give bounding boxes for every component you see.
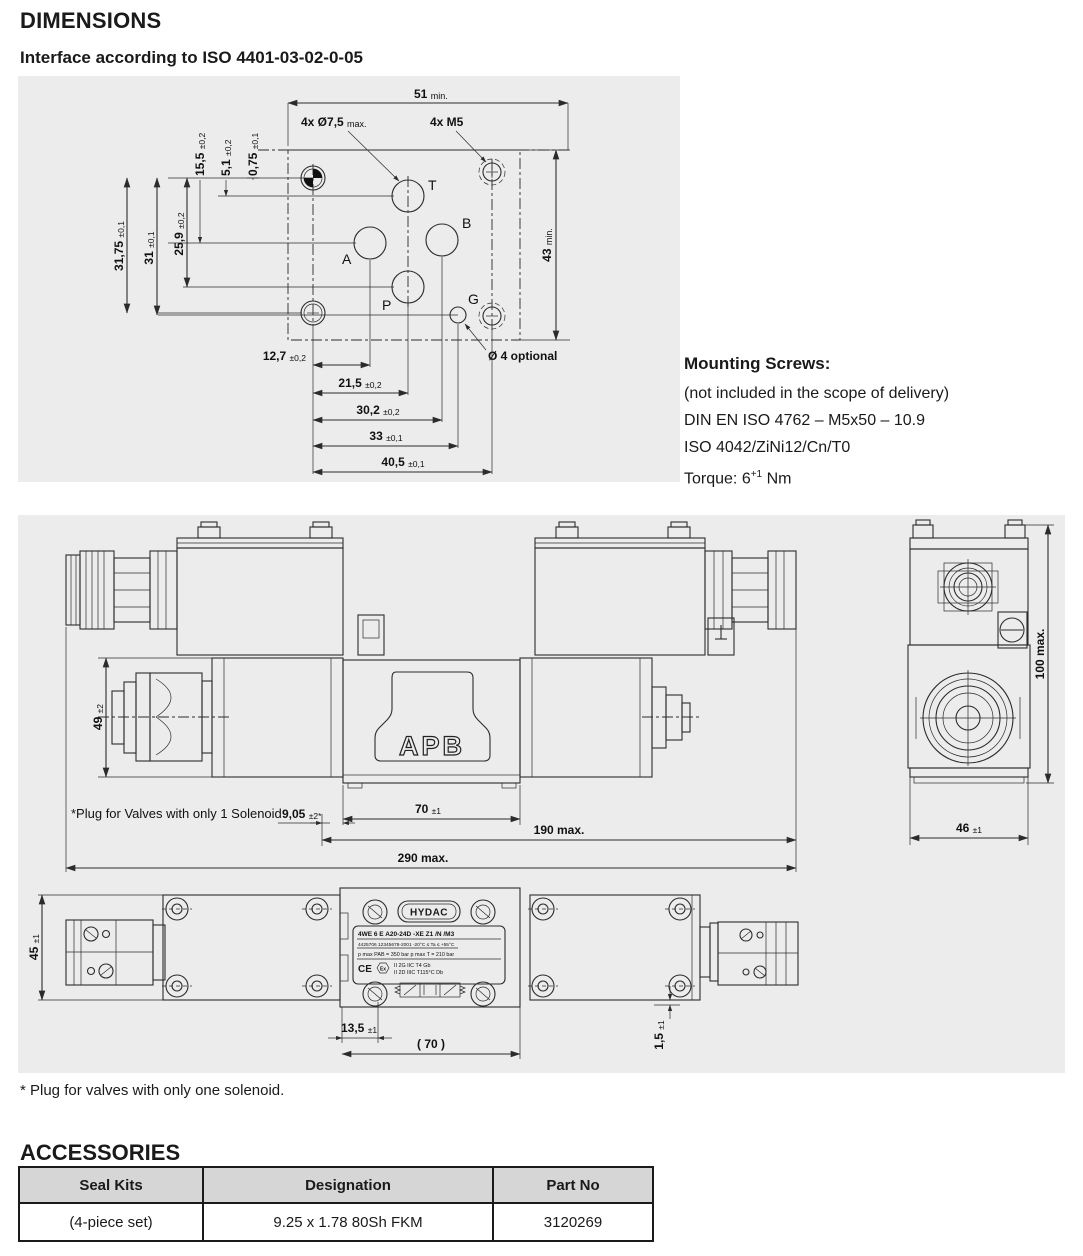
mounting-screw (665, 975, 695, 997)
mounting-screws-line3: ISO 4042/ZiNi12/Cn/T0 (684, 439, 851, 456)
left-coil-nut (98, 673, 230, 761)
bottom-right-connector (700, 922, 798, 985)
svg-text:4x Ø7,5 max.: 4x Ø7,5 max. (301, 115, 367, 129)
section-subtitle: Interface according to ISO 4401-03-02-0-05 (20, 48, 363, 67)
valve-body (343, 660, 520, 788)
right-solenoid (520, 658, 652, 777)
dim-45 (27, 895, 163, 1000)
nameplate (353, 926, 505, 984)
manual-override (642, 687, 702, 748)
cell-designation: 9.25 x 1.78 80Sh FKM (203, 1203, 493, 1241)
nameplate-model: 4WE 6 E A20-24D -XE Z1 /N /M3 (358, 931, 455, 938)
dim-bottom-chain (263, 257, 492, 474)
svg-text:31 ±0,1: 31 ±0,1 (142, 231, 156, 265)
dim-46 (910, 777, 1028, 845)
left-solenoid (212, 658, 343, 777)
port-B-hole (426, 224, 458, 256)
nameplate-screw (363, 900, 387, 924)
bottom-center-section (340, 888, 520, 1007)
mounting-screws-line2: DIN EN ISO 4762 – M5x50 – 10.9 (684, 412, 926, 429)
svg-text:5,1 ±0,2: 5,1 ±0,2 (219, 139, 233, 176)
mounting-screw (162, 975, 192, 997)
cell-part-no: 3120269 (493, 1203, 653, 1241)
dim-49 (91, 658, 212, 777)
svg-text:45 ±1: 45 ±1 (27, 933, 41, 961)
col-header-seal-kits: Seal Kits (19, 1167, 203, 1203)
svg-text:40,5 ±0,1: 40,5 ±0,1 (381, 455, 425, 469)
svg-text:33 ±0,1: 33 ±0,1 (369, 429, 403, 443)
left-cable-gland (66, 551, 177, 629)
port-B-label: B (462, 215, 472, 231)
port-G-label: G (468, 291, 479, 307)
side-view (908, 520, 1054, 845)
bottom-view (27, 888, 798, 1059)
callout-d4-optional (465, 324, 557, 363)
bottom-left-block (162, 895, 340, 1000)
mounting-screws-block (684, 350, 1074, 492)
mounting-screws-torque: Torque: $6^{+1}$ Nm (684, 469, 792, 488)
port-A-hole (354, 227, 386, 259)
mounting-screw (302, 898, 332, 920)
nameplate-pressure: p max PAB = 350 bar p max T = 210 bar (358, 952, 455, 958)
svg-text:43 min.: 43 min. (540, 228, 554, 262)
mounting-screws-title: Mounting Screws: (684, 354, 831, 373)
m5-hole-top-right (479, 159, 505, 185)
svg-text:100 max.: 100 max. (1033, 628, 1047, 680)
svg-text:1,5 ±1: 1,5 ±1 (652, 1020, 666, 1050)
port-P-label: P (382, 297, 392, 313)
dim-43-min (520, 150, 570, 340)
svg-text:49 ±2: 49 ±2 (91, 703, 105, 731)
dim-15 (652, 986, 680, 1050)
front-view (66, 522, 796, 872)
svg-text:51 min.: 51 min. (414, 87, 448, 101)
atex-line1: II 2G IIC T4 Gb (394, 963, 431, 969)
interface-drawing-panel (18, 76, 680, 482)
svg-text:0,75 ±0,1: 0,75 ±0,1 (246, 132, 260, 176)
svg-text:15,5 ±0,2: 15,5 ±0,2 (193, 132, 207, 176)
svg-text:4x M5: 4x M5 (430, 115, 464, 129)
end-connector (938, 559, 998, 615)
plug-footnote: * Plug for valves with only one solenoid. (20, 1082, 285, 1099)
ex-mark (377, 963, 389, 973)
plug-note (71, 806, 355, 846)
slotted-screw (998, 612, 1027, 648)
svg-text:21,5 ±0,2: 21,5 ±0,2 (338, 376, 382, 390)
svg-text:30,2 ±0,2: 30,2 ±0,2 (356, 403, 400, 417)
svg-text:70 ±1: 70 ±1 (414, 802, 442, 816)
table-row (19, 1203, 653, 1241)
datum-hole (301, 166, 325, 190)
svg-text:31,75 ±0,1: 31,75 ±0,1 (112, 221, 126, 271)
cell-seal-kit: (4-piece set) (19, 1203, 203, 1241)
svg-text:APB: APB (398, 731, 466, 761)
page-title: DIMENSIONS (20, 8, 162, 33)
valve-drawing-panel (18, 515, 1065, 1073)
svg-text:9,05 ±2*: 9,05 ±2* (282, 807, 322, 821)
svg-text:12,7 ±0,2: 12,7 ±0,2 (262, 349, 306, 363)
svg-text:46 ±1: 46 ±1 (955, 821, 983, 835)
dim-135 (328, 1002, 392, 1043)
dim-190 (322, 627, 796, 872)
mounting-screw (528, 975, 558, 997)
port-A-label: A (342, 251, 352, 267)
valve-schematic-symbol (395, 983, 465, 997)
dim-70 (343, 785, 520, 825)
right-junction-box (535, 522, 705, 655)
ce-mark: CE (358, 964, 372, 975)
m5-hole-bottom-right (479, 303, 505, 329)
dim-100 (1025, 525, 1054, 783)
bottom-right-block (528, 895, 700, 1000)
atex-line2: II 2D IIIC T115°C Db (394, 970, 443, 976)
mounting-screw (162, 898, 192, 920)
svg-text:290 max.: 290 max. (397, 851, 449, 865)
svg-text:Ex: Ex (379, 966, 387, 973)
svg-text:HYDAC: HYDAC (409, 907, 449, 919)
valve-drawing (18, 515, 1065, 1073)
col-header-designation: Designation (203, 1167, 493, 1203)
bottom-left-connector (66, 920, 165, 985)
svg-text:190 max.: 190 max. (533, 823, 585, 837)
dim-left-heights (112, 178, 458, 315)
callout-4x-m5 (430, 115, 486, 162)
apb-logo (375, 672, 490, 761)
nameplate-screw (471, 900, 495, 924)
right-bracket (708, 618, 734, 655)
svg-text:25,9 ±0,2: 25,9 ±0,2 (172, 212, 186, 256)
dim-col-offsets (193, 133, 260, 243)
col-header-part-no: Part No (493, 1167, 653, 1203)
left-junction-box (177, 522, 343, 655)
nameplate-screw (363, 982, 387, 1006)
svg-text:( 70 ): ( 70 ) (416, 1037, 446, 1051)
svg-text:13,5 ±1: 13,5 ±1 (341, 1021, 378, 1035)
port-T-label: T (428, 177, 437, 193)
left-bracket (358, 615, 384, 655)
accessories-title: ACCESSORIES (20, 1140, 181, 1165)
svg-text:*Plug for Valves with only 1 S: *Plug for Valves with only 1 Solenoid (71, 806, 282, 821)
nameplate-screw (471, 982, 495, 1006)
right-cable-gland (705, 551, 796, 629)
mounting-screw (528, 898, 558, 920)
mounting-screw (665, 898, 695, 920)
accessories-table (18, 1166, 654, 1242)
svg-text:Ø 4 optional: Ø 4 optional (488, 349, 558, 363)
hydac-badge (398, 901, 460, 922)
interface-drawing (18, 76, 680, 482)
end-solenoid-nut (916, 670, 1020, 766)
nameplate-serial: 4425706 12345678-2001 -20°C ≤ Ta ≤ +55°C (358, 943, 455, 948)
mounting-screw (302, 975, 332, 997)
mounting-screws-line1: (not included in the scope of delivery) (684, 385, 950, 402)
